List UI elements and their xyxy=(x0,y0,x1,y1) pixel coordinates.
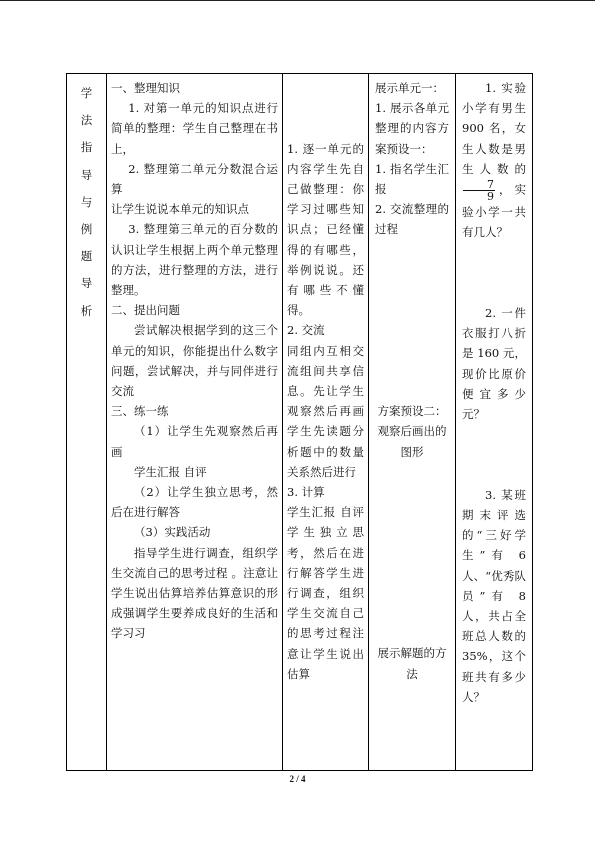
example-text: ，实验小学一共有几人？ xyxy=(462,182,526,240)
design-heading: 展示单元一： xyxy=(375,81,444,95)
content-paragraph: （3）实践活动 xyxy=(134,525,211,540)
label-cell xyxy=(67,74,107,771)
label-char: 法 xyxy=(80,113,93,128)
label-char: 例 xyxy=(80,221,93,236)
label-char: 导 xyxy=(80,276,93,291)
fraction xyxy=(463,179,495,202)
label-char: 题 xyxy=(80,249,93,264)
lesson-table xyxy=(66,73,533,771)
design-paragraph: 方案预设二：观察后画出的图形 xyxy=(377,404,447,459)
section-heading: 三、练一练 xyxy=(111,404,169,419)
label-char: 指 xyxy=(80,140,93,155)
content-paragraph: 2. 整理第二单元分数混合运算 xyxy=(111,161,278,197)
section-heading: 二、提出问题 xyxy=(111,303,180,318)
design-paragraph: 1. 指名学生汇报 xyxy=(375,161,449,197)
content-paragraph: 学生汇报 自评 xyxy=(134,464,207,479)
activity-cell xyxy=(283,74,369,771)
example-problem: 3. 某班期末评选的“三好学生”有 6 人、“优秀队员”有 8 人，共占全班总人数的 35%，这个班共有多少人？ xyxy=(462,487,526,704)
section-heading: 一、整理知识 xyxy=(111,81,180,95)
label-char: 析 xyxy=(80,303,93,318)
content-paragraph: 让学生说说本单元的知识点 xyxy=(111,202,249,217)
activity-paragraph: 3. 计算 xyxy=(287,485,325,500)
header-rule xyxy=(0,0,595,1)
table-row xyxy=(67,74,533,771)
content-paragraph: （2）让学生独立思考，然后在进行解答 xyxy=(111,485,278,520)
activity-paragraph: 2. 交流 xyxy=(287,323,325,338)
content-paragraph: （1）让学生先观察然后再画 xyxy=(111,424,278,459)
example-problem xyxy=(462,78,526,242)
fraction-numerator: 7 xyxy=(463,179,495,191)
activity-paragraph: 学生汇报 自评学生独立思考，然后在进行解答学生进行调查，组织学生交流自己的思考过程注意让学生说出估算 xyxy=(287,505,364,681)
example-text: 1. 实验小学有男生 900 名，女生人数是男生人数的 xyxy=(462,81,526,176)
content-paragraph: 3. 整理第三单元的百分数的认识让学生根据上两个单元整理的方法，进行整理的方法，进行整理。 xyxy=(111,222,278,298)
vertical-label xyxy=(67,74,106,325)
design-paragraph: 2. 交流整理的过程 xyxy=(375,202,449,237)
design-paragraph: 1. 展示各单元整理的内容方案预设一： xyxy=(375,101,449,156)
label-char: 与 xyxy=(80,194,93,209)
examples-cell xyxy=(456,74,533,771)
activity-paragraph: 同组内互相交流组间共享信息。先让学生观察然后再画学生先读题分析题中的数量关系然后进行 xyxy=(287,343,364,479)
design-cell xyxy=(369,74,456,771)
label-char: 导 xyxy=(80,167,93,182)
content-paragraph: 尝试解决根据学到的这三个单元的知识，你能提出什么数字问题，尝试解决，并与同伴进行交流 xyxy=(111,323,278,399)
content-paragraph: 1. 对第一单元的知识点进行简单的整理：学生自己整理在书上， xyxy=(111,101,278,156)
design-paragraph: 展示解题的方法 xyxy=(377,646,447,681)
label-char: 学 xyxy=(80,86,93,100)
page-number: 2 / 4 xyxy=(289,774,306,784)
example-problem: 2. 一件衣服打八折是 160 元，现价比原价便宜多少元？ xyxy=(462,305,526,421)
content-cell xyxy=(107,74,283,771)
fraction-denominator: 9 xyxy=(487,190,494,204)
activity-paragraph: 1. 逐一单元的内容学生先自己做整理：你学习过哪些知识点；已经懂得的有哪些，举例说说。还有哪些不懂得。 xyxy=(287,141,364,318)
content-paragraph: 指导学生进行调查，组织学生交流自己的思考过程 。注意让学生说出估算培养估算意识的形成强调学生要养成良好的生活和学习习 xyxy=(111,545,278,641)
